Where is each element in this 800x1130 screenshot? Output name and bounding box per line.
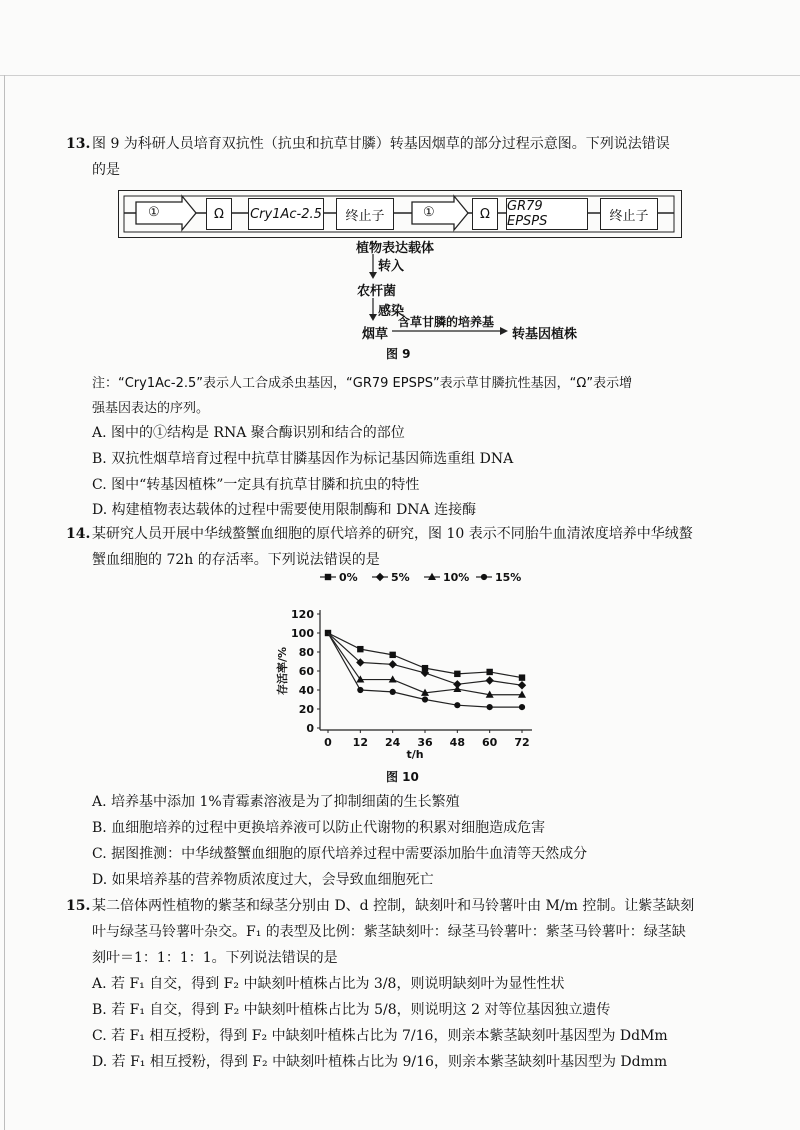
data-point-3-3	[422, 696, 428, 702]
q15-option-a: A. 若 F₁ 自交，得到 F₂ 中缺刻叶植株占比为 3/8，则说明缺刻叶为显性性状	[92, 976, 565, 992]
q15-stem-line3: 刻叶＝1：1：1：1。下列说法错误的是	[92, 950, 338, 966]
x-tick-label: 24	[385, 736, 401, 749]
vector-backbone	[118, 190, 682, 238]
promoter-arrow-2	[412, 196, 468, 230]
q13-option-a: A. 图中的①结构是 RNA 聚合酶识别和结合的部位	[92, 425, 405, 441]
x-tick-label: 0	[324, 736, 332, 749]
gene-cry1ac-label: Cry1Ac-2.5	[250, 206, 322, 222]
medium-label: 含草甘膦的培养基	[398, 315, 495, 329]
legend-marker-0	[325, 574, 331, 580]
y-tick-label: 100	[291, 627, 314, 640]
data-point-1-2	[388, 660, 396, 668]
q14-option-d: D. 如果培养基的营养物质浓度过大，会导致血细胞死亡	[92, 872, 434, 888]
series-line-1	[328, 633, 522, 685]
data-point-1-5	[485, 676, 493, 684]
data-point-0-1	[357, 646, 363, 652]
omega-box-1	[206, 198, 232, 230]
x-tick-label: 60	[482, 736, 498, 749]
q14-option-a: A. 培养基中添加 1%青霉素溶液是为了抑制细菌的生长繁殖	[92, 794, 460, 810]
q14-stem-line2: 蟹血细胞的 72h 的存活率。下列说法错误的是	[92, 552, 380, 568]
data-point-1-6	[518, 681, 526, 689]
promoter-1-label: ①	[148, 205, 160, 220]
figure-10-caption: 图 10	[386, 770, 419, 784]
data-point-2-4	[453, 685, 461, 692]
promoter-arrow-1	[136, 196, 196, 230]
legend-label-1: 5%	[391, 571, 410, 584]
survival-rate-chart	[260, 568, 560, 778]
gene-gr79-box	[506, 198, 588, 230]
data-point-0-2	[389, 652, 395, 658]
legend-marker-1	[376, 573, 384, 581]
q14-option-b: B. 血细胞培养的过程中更换培养液可以防止代谢物的积累对细胞造成危害	[92, 820, 546, 836]
q14-option-c: C. 据图推测：中华绒螯蟹血细胞的原代培养过程中需要添加胎牛血清等天然成分	[92, 846, 588, 862]
q15-option-b: B. 若 F₁ 自交，得到 F₂ 中缺刻叶植株占比为 5/8，则说明这 2 对等位基因独立遗传	[92, 1002, 611, 1018]
q15-option-d: D. 若 F₁ 相互授粉，得到 F₂ 中缺刻叶植株占比为 9/16，则亲本紫茎缺刻叶基因型为 Ddmm	[92, 1054, 668, 1070]
data-point-3-4	[454, 702, 460, 708]
y-tick-label: 120	[291, 608, 314, 621]
q15-number: 15.	[66, 898, 91, 914]
legend-label-0: 0%	[339, 571, 358, 584]
y-tick-label: 60	[298, 665, 314, 678]
x-tick-label: 48	[449, 736, 465, 749]
gene-cry1ac-box	[248, 198, 324, 230]
agrobacterium-label: 农杆菌	[357, 284, 397, 299]
terminator-box-2	[600, 198, 658, 230]
legend-label-2: 10%	[443, 571, 470, 584]
step-transfer-label: 转入	[378, 259, 405, 274]
data-point-3-2	[390, 689, 396, 695]
y-tick-label: 20	[298, 703, 314, 716]
q15-stem-line1: 某二倍体两性植物的紫茎和绿茎分别由 D、d 控制，缺刻叶和马铃薯叶由 M/m 控制。让紫茎缺刻	[92, 898, 695, 914]
x-tick-label: 36	[417, 736, 433, 749]
data-point-0-5	[486, 669, 492, 675]
legend-marker-3	[481, 574, 487, 580]
y-tick-label: 80	[298, 646, 314, 659]
q15-stem-line2: 叶与绿茎马铃薯叶杂交。F₁ 的表型及比例：紫茎缺刻叶：绿茎马铃薯叶：紫茎马铃薯叶：绿茎缺	[92, 924, 686, 940]
data-point-0-6	[519, 674, 525, 680]
page-left-border	[4, 75, 5, 1130]
x-tick-label: 72	[514, 736, 530, 749]
omega-box-2	[472, 198, 498, 230]
y-axis-label: 存活率/%	[276, 646, 289, 696]
data-point-0-4	[454, 671, 460, 677]
y-tick-label: 40	[298, 684, 314, 697]
step-infect-label: 感染	[378, 304, 405, 319]
y-tick-label: 0	[306, 722, 314, 735]
data-point-3-6	[519, 704, 525, 710]
gene-gr79-label: GR79 EPSPS	[507, 199, 548, 229]
omega-label: Ω	[480, 206, 490, 222]
omega-label: Ω	[214, 206, 224, 222]
promoter-2-label: ①	[423, 205, 435, 220]
q13-note-line1: 注：“Cry1Ac-2.5”表示人工合成杀虫基因，“GR79 EPSPS”表示草甘膦抗性基因，“Ω”表示增	[92, 376, 633, 391]
q15-option-c: C. 若 F₁ 相互授粉，得到 F₂ 中缺刻叶植株占比为 7/16，则亲本紫茎缺刻叶基因型为 DdMm	[92, 1028, 668, 1044]
q14-number: 14.	[66, 526, 91, 542]
terminator-label: 终止子	[345, 208, 385, 224]
q13-option-b: B. 双抗性烟草培育过程中抗草甘膦基因作为标记基因筛选重组 DNA	[92, 451, 514, 467]
x-axis-label: t/h	[406, 748, 424, 761]
legend-label-3: 15%	[495, 571, 522, 584]
q14-stem-line1: 某研究人员开展中华绒螯蟹血细胞的原代培养的研究，图 10 表示不同胎牛血清浓度培养中华绒螯	[92, 526, 693, 542]
q13-option-d: D. 构建植物表达载体的过程中需要使用限制酶和 DNA 连接酶	[92, 502, 477, 518]
data-point-3-1	[357, 687, 363, 693]
terminator-box-1	[336, 198, 394, 230]
vector-label: 植物表达载体	[356, 241, 435, 256]
data-point-2-2	[389, 675, 397, 682]
transgenic-plant-label: 转基因植株	[512, 327, 578, 342]
q13-stem-line2: 的是	[92, 162, 120, 178]
tobacco-label: 烟草	[362, 327, 389, 342]
q13-option-c: C. 图中“转基因植株”一定具有抗草甘膦和抗虫的特性	[92, 477, 420, 493]
q13-note-line2: 强基因表达的序列。	[92, 401, 210, 416]
q13-stem-line1: 图 9 为科研人员培育双抗性（抗虫和抗草甘膦）转基因烟草的部分过程示意图。下列说法错误	[92, 136, 670, 152]
page-top-border	[0, 75, 800, 76]
x-tick-label: 12	[352, 736, 368, 749]
figure-9-caption: 图 9	[386, 347, 411, 361]
terminator-label: 终止子	[609, 208, 649, 224]
q13-number: 13.	[66, 136, 91, 152]
data-point-3-5	[487, 704, 493, 710]
